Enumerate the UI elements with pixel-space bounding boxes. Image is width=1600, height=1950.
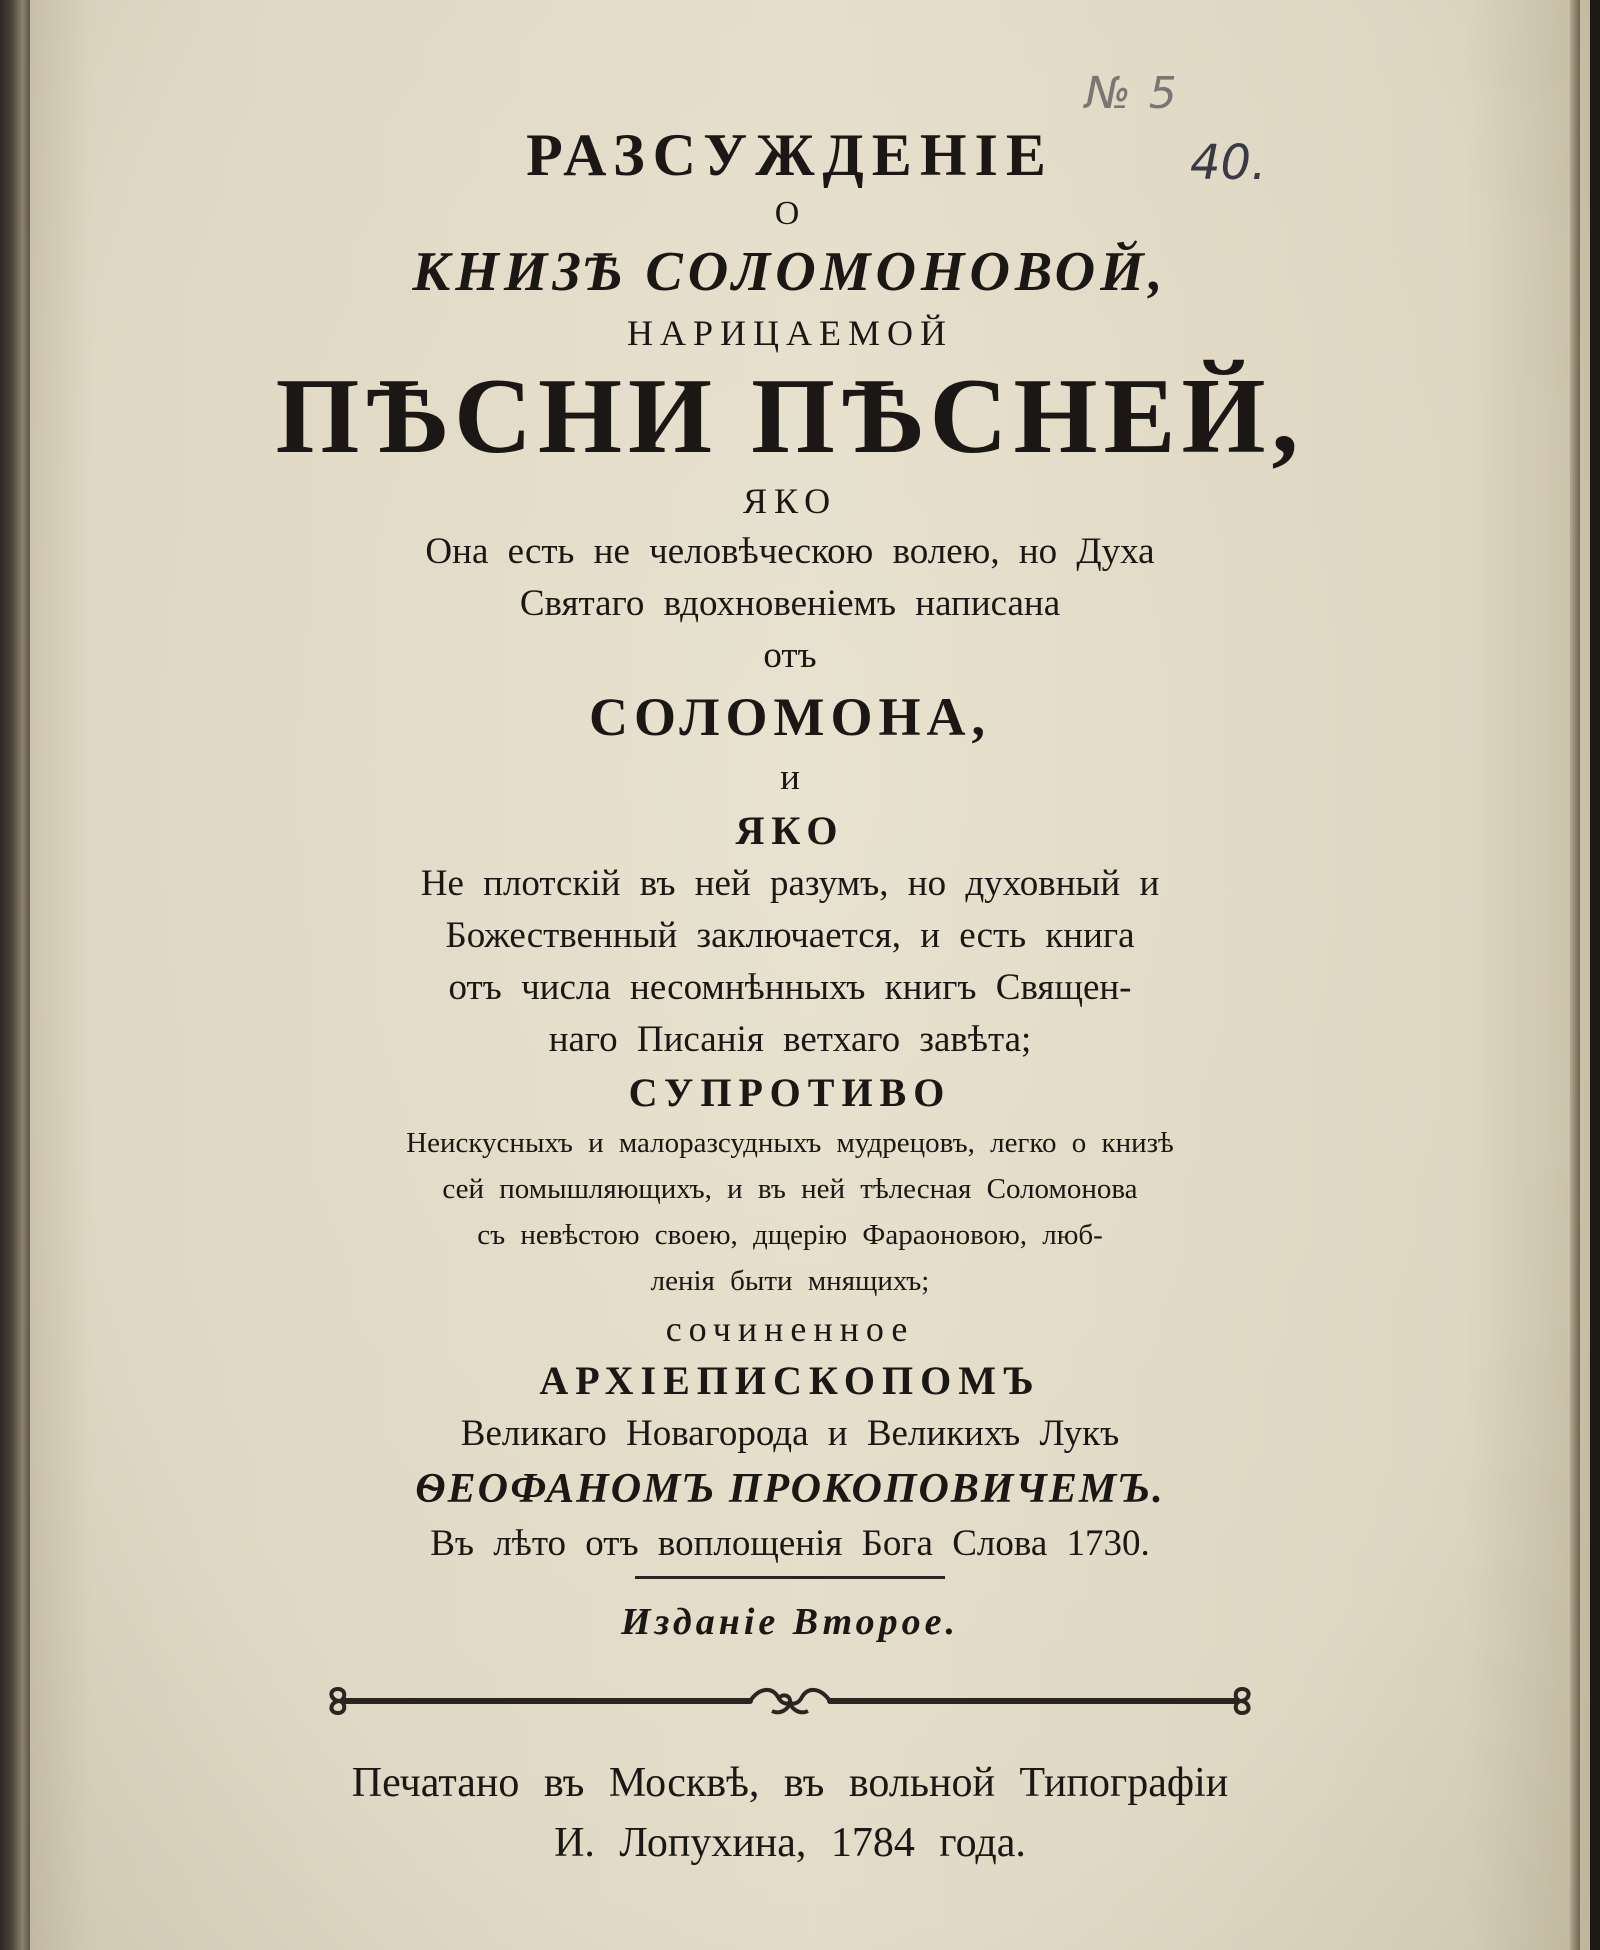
suprotivo-heading: СУПРОТИВО — [628, 1070, 952, 1115]
yako-heading-2: ЯКО — [735, 808, 845, 853]
text-line: Божественный заключается, и есть книга — [445, 915, 1135, 956]
author-name: ѲЕОФАНОМЪ ПРОКОПОВИЧЕМЪ. — [415, 1466, 1165, 1512]
main-title: РАЗСУЖДЕНІЕ — [526, 122, 1054, 188]
naritsaemoy-line: НАРИЦАЕМОЙ — [626, 313, 953, 353]
shelfmark-note: 40. — [1190, 135, 1267, 191]
song-of-songs-title: ПѢСНИ ПѢСНЕЙ, — [275, 357, 1305, 476]
conjunction-i: и — [780, 757, 800, 798]
yako-heading-1: ЯКО — [742, 481, 838, 521]
text-line: сей помышляющихъ, и въ ней тѣлесная Соломонова — [442, 1173, 1138, 1205]
short-rule — [635, 1576, 945, 1579]
text-line: Не плотскій въ ней разумъ, но духовный и — [420, 863, 1160, 904]
text-line: отъ числа несомнѣнныхъ книгъ Священ- — [448, 967, 1132, 1008]
ornamental-rule-icon — [320, 1679, 1260, 1723]
text-line: съ невѣстою своею, дщерію Фараоновою, люб- — [477, 1219, 1103, 1251]
sochinennoe-line: сочиненное — [665, 1309, 915, 1349]
edition-line: Изданіе Второе. — [621, 1601, 959, 1643]
paragraph-divine-inspiration — [230, 526, 1350, 630]
pencil-number-note: № 5 — [1085, 68, 1179, 119]
date-line: Въ лѣто отъ воплощенія Бога Слова 1730. — [430, 1523, 1150, 1564]
text-line: наго Писанія ветхаго завѣта; — [548, 1019, 1032, 1060]
paragraph-spiritual-meaning — [230, 858, 1350, 1066]
text-line: ленія быти мнящихъ; — [650, 1265, 930, 1297]
text-line: Неискусныхъ и малоразсудныхъ мудрецовъ, легко о книзѣ — [406, 1127, 1174, 1159]
imprint — [230, 1753, 1350, 1873]
solomon-heading: СОЛОМОНА, — [588, 687, 992, 747]
binding-edge — [0, 0, 30, 1950]
paragraph-against-critics — [230, 1120, 1350, 1304]
title-page-text — [230, 118, 1350, 1873]
imprint-line: И. Лопухина, 1784 года. — [554, 1820, 1026, 1866]
title-page — [30, 0, 1590, 1950]
text-line: Она есть не человѣческою волею, но Духа — [425, 531, 1155, 572]
preposition-o: О — [774, 195, 806, 232]
text-line: Святаго вдохновеніемъ написана — [519, 583, 1061, 624]
page-edge — [1570, 0, 1580, 1950]
archbishop-line: АРХІЕПИСКОПОМЪ — [539, 1358, 1041, 1403]
ot-line: отъ — [763, 635, 817, 676]
novgorod-line: Великаго Новагорода и Великихъ Лукъ — [460, 1413, 1120, 1454]
imprint-line: Печатано въ Москвѣ, въ вольной Типографіи — [351, 1760, 1229, 1806]
book-of-solomon-line: КНИЗѢ СОЛОМОНОВОЙ, — [412, 241, 1168, 303]
